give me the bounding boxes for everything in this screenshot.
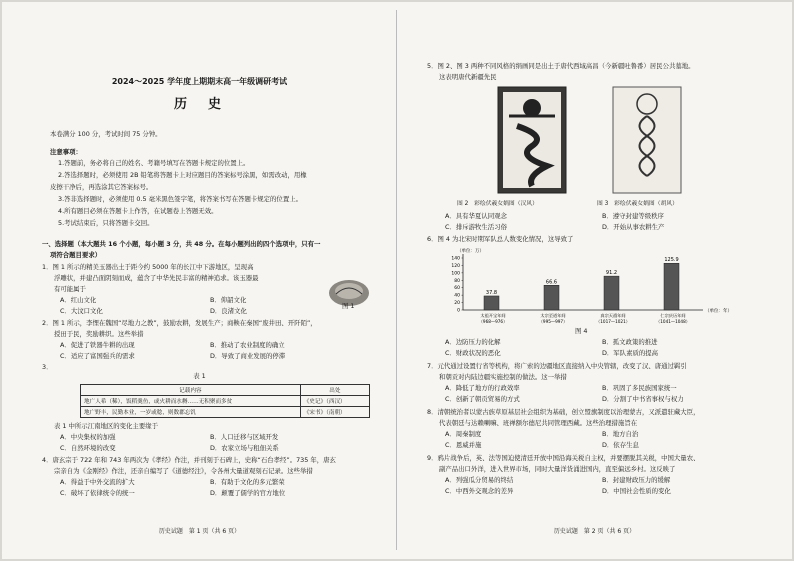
y-tick-label: 0 <box>457 308 460 314</box>
option-d[interactable]: D．良渚文化 <box>210 307 247 315</box>
option-b[interactable]: B．仰韶文化 <box>210 296 247 304</box>
chart-bar <box>484 296 499 310</box>
y-tick-label: 140 <box>451 256 460 262</box>
question-3-stem: 表 1 中所示江南地区的变化主要缘于 <box>54 422 158 430</box>
question-9-line: 副产品出口外洋，进入世界市场，同时大量洋货涌进国内，直至偏远乡村。这反映了 <box>439 465 676 473</box>
option-a[interactable]: A．促进了铁器牛耕的出现 <box>60 341 135 349</box>
table-cell: 《史记》（西汉） <box>300 396 369 407</box>
option-c[interactable]: C．大汶口文化 <box>60 307 103 315</box>
x-tick-label-years: （1041—1048） <box>656 319 690 324</box>
notice-line: 5.考试结束后，只将答题卡交回。 <box>58 219 154 227</box>
figure-4-caption: 图 4 <box>575 327 588 335</box>
x-tick-label: 真宗天禧年间 <box>600 313 626 318</box>
option-d[interactable]: D．导致了商业发展的停滞 <box>210 352 286 360</box>
option-a[interactable]: A．中央集权的加强 <box>60 433 116 441</box>
military-size-chart <box>435 248 735 328</box>
y-tick-label: 80 <box>454 278 460 284</box>
figure-3-caption: 图 3 彩绘伏羲女娲图（胡风） <box>597 201 678 207</box>
exam-title: 2024～2025 学年度上期期末高一年级调研考试 <box>111 77 288 86</box>
bar-data-label: 66.6 <box>545 279 558 286</box>
option-b[interactable]: B．地方自治 <box>602 430 639 438</box>
table-cell: 地广人希（稀），饭稻羹鱼，或火耕而水耨……无积聚而多贫 <box>81 396 301 407</box>
question-1-line: 有可能属于 <box>54 285 86 293</box>
notice-title: 注意事项： <box>50 148 82 156</box>
option-d[interactable]: D．分割了中书省事权与权力 <box>602 395 684 403</box>
y-tick-label: 100 <box>451 271 460 277</box>
question-3: 3． <box>42 363 53 371</box>
option-b[interactable]: B．封建财政压力的缓解 <box>602 476 671 484</box>
table-title: 表 1 <box>193 372 206 380</box>
notice-line: 皮擦干净后，再选涂其它答案标号。 <box>50 183 153 191</box>
chart-bar <box>544 285 559 310</box>
x-tick-label: 太祖开宝年间 <box>480 313 506 318</box>
question-7-line: 和朝贡对内陆边疆实施控制的做法。这一举措 <box>439 373 567 381</box>
question-5: 5．图 2、图 3 两种不同风格的绢画同是出土于唐代西域高昌（今新疆吐鲁番）居民公共墓地。 <box>427 62 695 70</box>
table-header-cell: 出处 <box>300 385 369 396</box>
x-tick-label-years: （968—976） <box>478 319 508 324</box>
notice-line: 4.所有题目必须在答题卡上作答，在试题卷上答题无效。 <box>58 207 218 215</box>
y-axis-label: （单位：万） <box>457 249 484 254</box>
option-a[interactable]: A．具有华夏认同观念 <box>445 212 507 220</box>
subject-title: 历 史 <box>173 97 225 112</box>
x-axis-label: （单位：年） <box>705 309 732 314</box>
table-header-cell: 记载内容 <box>81 385 301 396</box>
option-b[interactable]: B．推动了农业制度的确立 <box>210 341 285 349</box>
option-d[interactable]: D．中国社会性质的变化 <box>602 487 671 495</box>
question-8-line: 代表朝廷与达赖喇嘛、班禅额尔德尼共同管理西藏。这些治理措施旨在 <box>439 419 638 427</box>
section-heading-cont: 项符合题目要求） <box>50 251 102 259</box>
question-7: 7．元代通过设置行省等机构，将广索的边疆地区直接纳入中央管辖，改变了汉、唐通过羁引 <box>427 362 687 370</box>
x-tick-label-years: （995—997） <box>538 319 568 324</box>
y-tick-label: 40 <box>454 293 460 299</box>
option-a[interactable]: A．得益于中外交流的扩大 <box>60 478 135 486</box>
table-row <box>81 396 370 407</box>
option-c[interactable]: C．自然环境的改变 <box>60 444 116 452</box>
exam-intro: 本卷满分 100 分，考试时间 75 分钟。 <box>50 130 162 138</box>
fuxi-nuwa-han-style-image <box>497 86 567 194</box>
x-tick-label: 太宗至道年间 <box>540 313 566 318</box>
figure-2-caption: 图 2 彩绘伏羲女娲图（汉风） <box>457 201 538 207</box>
question-2-line: 授田于民，奖励耕织。这些举措 <box>54 330 144 338</box>
option-d[interactable]: D．颠覆了儒学的官方地位 <box>210 489 286 497</box>
fuxi-nuwa-hu-style-image <box>612 86 682 194</box>
option-c[interactable]: C．创新了朝贡贸易的方式 <box>445 395 520 403</box>
option-a[interactable]: A．红山文化 <box>60 296 97 304</box>
option-b[interactable]: B．遵守封建等级秩序 <box>602 212 664 220</box>
question-1-line: 浮雕状，并建凸面阴刻而成，蕴含了中华先民丰富的精神追求。该玉器最 <box>54 274 259 282</box>
table-header-row <box>81 385 370 396</box>
option-c[interactable]: C．排斥游牧生活习俗 <box>445 223 507 231</box>
option-a[interactable]: A．降低了地方的行政效率 <box>445 384 520 392</box>
question-1: 1．图 1 所示的精美玉器出土于距今约 5000 年的长江中下游地区，呈现高 <box>42 263 254 271</box>
option-b[interactable]: B．人口迁移与区域开发 <box>210 433 279 441</box>
table-cell: 《宋书》（南朝） <box>300 407 369 418</box>
table-cell: 地广野丰，民勤本业，一岁或稔，则数郡忘饥 <box>81 407 301 418</box>
exam-sheet <box>2 2 792 559</box>
bar-data-label: 91.2 <box>605 270 618 277</box>
table-row <box>81 407 370 418</box>
option-b[interactable]: B．孤文政策的推进 <box>602 338 658 346</box>
option-a[interactable]: A．周秦制度 <box>445 430 482 438</box>
page-footer: 历史试题 第 1 页（共 6 页） <box>158 528 241 535</box>
option-c[interactable]: C．中西外交观念的差异 <box>445 487 514 495</box>
x-tick-label-years: （1017—1021） <box>596 319 630 324</box>
question-2: 2．图 1 所示，李悝在魏国“尽地力之教”，鼓励农耕，发展生产；商鞅在秦国“废井田、开阡陌”， <box>42 319 317 327</box>
page-footer: 历史试题 第 2 页（共 6 页） <box>553 528 636 535</box>
option-c[interactable]: C．破坏了依律统令的统一 <box>60 489 135 497</box>
bar-data-label: 37.8 <box>485 289 498 296</box>
question-4: 4．唐玄宗于 722 年和 743 年两次为《孝经》作注，并刊刻于石碑上，史称“石台孝经”。735 年，唐玄 <box>42 456 336 464</box>
option-a[interactable]: A．列强瓜分贸易的终结 <box>445 476 514 484</box>
option-b[interactable]: B．有助于文化的多元繁荣 <box>210 478 285 486</box>
y-tick-label: 60 <box>454 286 460 292</box>
table-1 <box>80 384 370 418</box>
notice-line: 3.答非选择题时，必须使用 0.5 毫米黑色签字笔，将答案书写在答题卡规定的位置上。 <box>58 195 302 203</box>
question-9: 9．鸦片战争后，英、法等国迫使清廷开放中国沿海关税自主权，并要摆脱其关税，中国大量农、 <box>427 454 700 462</box>
option-d[interactable]: D．军队素质的提高 <box>602 349 659 357</box>
option-d[interactable]: D．农家立场与租佃关系 <box>210 444 279 452</box>
question-4-line: 宗亲自为《金刚经》作注，还亲自编写了《道德经注》，令各州大量道观刻石记录。这些举措 <box>54 467 313 475</box>
page-2 <box>397 2 792 559</box>
question-8: 8．清朝统治者以蒙古族草原基层社会组织为基础，创立盟旗制度以治理蒙古，又派遣驻藏大臣， <box>427 408 700 416</box>
question-5-line: 这表明唐代新疆先民 <box>439 73 497 81</box>
page-1 <box>2 2 397 559</box>
y-tick-label: 120 <box>451 263 460 269</box>
notice-line: 2.答选择题时，必须使用 2B 铅笔将答题卡上对应题目的答案标号涂黑，如需改动，用橡 <box>58 171 307 179</box>
chart-bar <box>664 263 679 310</box>
option-c[interactable]: C．适应了富国强兵的需求 <box>60 352 135 360</box>
question-6: 6．图 4 为北宋时期军队总人数变化情况，这导致了 <box>427 235 574 243</box>
option-c[interactable]: C．财政状况的恶化 <box>445 349 501 357</box>
chart-bar <box>604 276 619 310</box>
section-heading: 一、选择题（本大题共 16 个小题，每小题 3 分，共 48 分。在每小题列出的四个选项中，只有一 <box>42 240 321 248</box>
option-d[interactable]: D．开始从事农耕生产 <box>602 223 665 231</box>
notice-line: 1.答题前，务必将自己的姓名、考籍号填写在答题卡规定的位置上。 <box>58 159 250 167</box>
x-tick-label: 仁宗庆历年间 <box>660 313 686 318</box>
bar-data-label: 125.9 <box>664 257 679 264</box>
figure-1-caption: 图 1 <box>342 302 355 310</box>
y-tick-label: 20 <box>454 301 460 307</box>
option-b[interactable]: B．巩固了多民族国家统一 <box>602 384 677 392</box>
option-a[interactable]: A．边防压力的化解 <box>445 338 501 346</box>
option-d[interactable]: D．依存生息 <box>602 441 639 449</box>
option-c[interactable]: C．恩威并施 <box>445 441 482 449</box>
